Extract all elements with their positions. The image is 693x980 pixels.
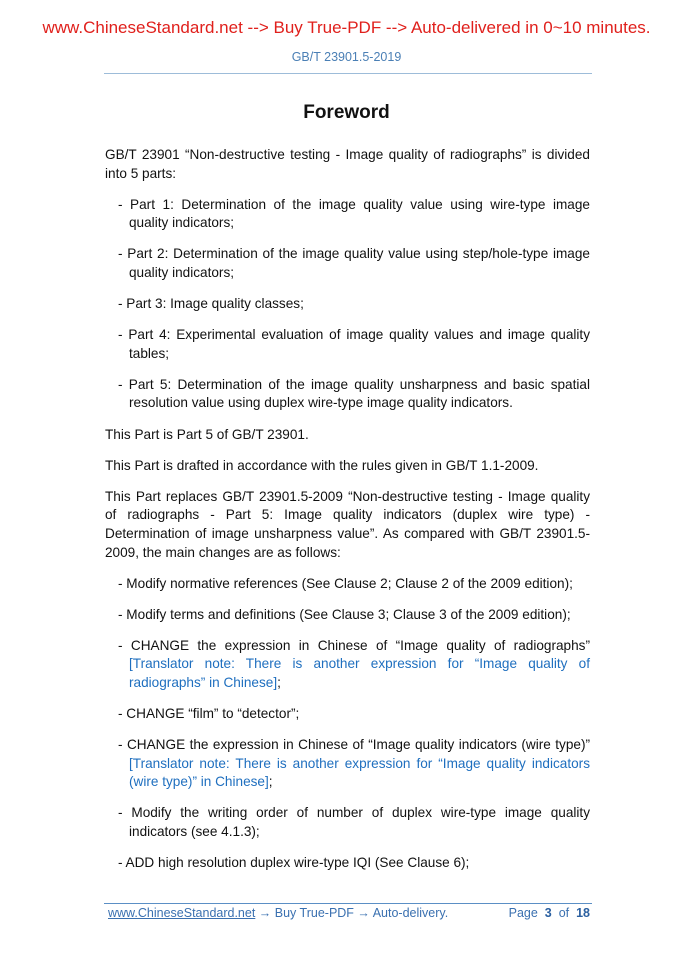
list-item-part3: - Part 3: Image quality classes; xyxy=(118,296,304,312)
paragraph-this-part: This Part is Part 5 of GB/T 23901. xyxy=(105,426,309,442)
page-title: Foreword xyxy=(303,102,390,123)
change-item-2: - Modify terms and definitions (See Clause 3; Clause 3 of the 2009 edition); xyxy=(118,606,571,622)
list-item-part1: - Part 1: Determination of the image quality value using wire-type image quality indicators; xyxy=(118,196,590,231)
change-item-5 xyxy=(105,736,590,792)
paragraph-drafted: This Part is drafted in accordance with the rules given in GB/T 1.1-2009. xyxy=(105,457,539,473)
foreword-body xyxy=(105,146,590,885)
promo-banner[interactable]: www.ChineseStandard.net --> Buy True-PDF --> Auto-delivered in 0~10 minutes. xyxy=(42,18,651,37)
change-item-7: - ADD high resolution duplex wire-type IQI (See Clause 6); xyxy=(118,855,470,871)
list-item-part2: - Part 2: Determination of the image quality value using step/hole-type image quality indicators; xyxy=(118,246,590,280)
punctuation: ; xyxy=(277,674,281,690)
punctuation: ; xyxy=(268,774,273,790)
footer-link[interactable]: www.ChineseStandard.net xyxy=(108,906,256,920)
header-divider xyxy=(104,73,592,74)
change-item-1: - Modify normative references (See Clause 2; Clause 2 of the 2009 edition); xyxy=(118,575,573,591)
current-page: 3 xyxy=(544,906,552,920)
page-footer xyxy=(108,906,590,920)
total-pages: 18 xyxy=(576,906,590,920)
footer-divider xyxy=(104,903,592,904)
of-label: of xyxy=(558,906,570,920)
change-item-6: - Modify the writing order of number of duplex wire-type image quality indicators (see 4.1.3); xyxy=(118,805,590,840)
list-item-part5: - Part 5: Determination of the image quality unsharpness and basic spatial resolution value using duplex wire-type image quality indicators. xyxy=(118,376,590,411)
page-number xyxy=(509,906,590,920)
change-item-4: - CHANGE “film” to “detector”; xyxy=(118,706,300,722)
translator-note: [Translator note: There is another expression for “Image quality indicators (wire type)” in Chinese] xyxy=(129,755,590,790)
footer-text: → Buy True-PDF → Auto-delivery. xyxy=(255,906,449,920)
paragraph-intro: GB/T 23901 “Non-destructive testing - Image quality of radiographs” is divided into 5 parts: xyxy=(105,147,590,181)
standard-header: GB/T 23901.5-2019 xyxy=(291,50,402,64)
change-text: - CHANGE the expression in Chinese of “Image quality of radiographs” xyxy=(118,637,590,653)
change-item-3 xyxy=(105,637,590,693)
page-label: Page xyxy=(508,906,538,920)
list-item-part4: - Part 4: Experimental evaluation of image quality values and image quality tables; xyxy=(118,327,590,361)
change-text: - CHANGE the expression in Chinese of “Image quality indicators (wire type)” xyxy=(118,737,590,753)
translator-note: [Translator note: There is another expression for “Image quality of radiographs” in Chinese] xyxy=(129,656,590,690)
paragraph-replaces: This Part replaces GB/T 23901.5-2009 “Non-destructive testing - Image quality of radiographs - Part 5: Image quality indicators (duplex wire type) - Determination of image unsharpness value”. As compared with GB/T 23901.5-2009, the main changes are as follows: xyxy=(105,488,590,560)
